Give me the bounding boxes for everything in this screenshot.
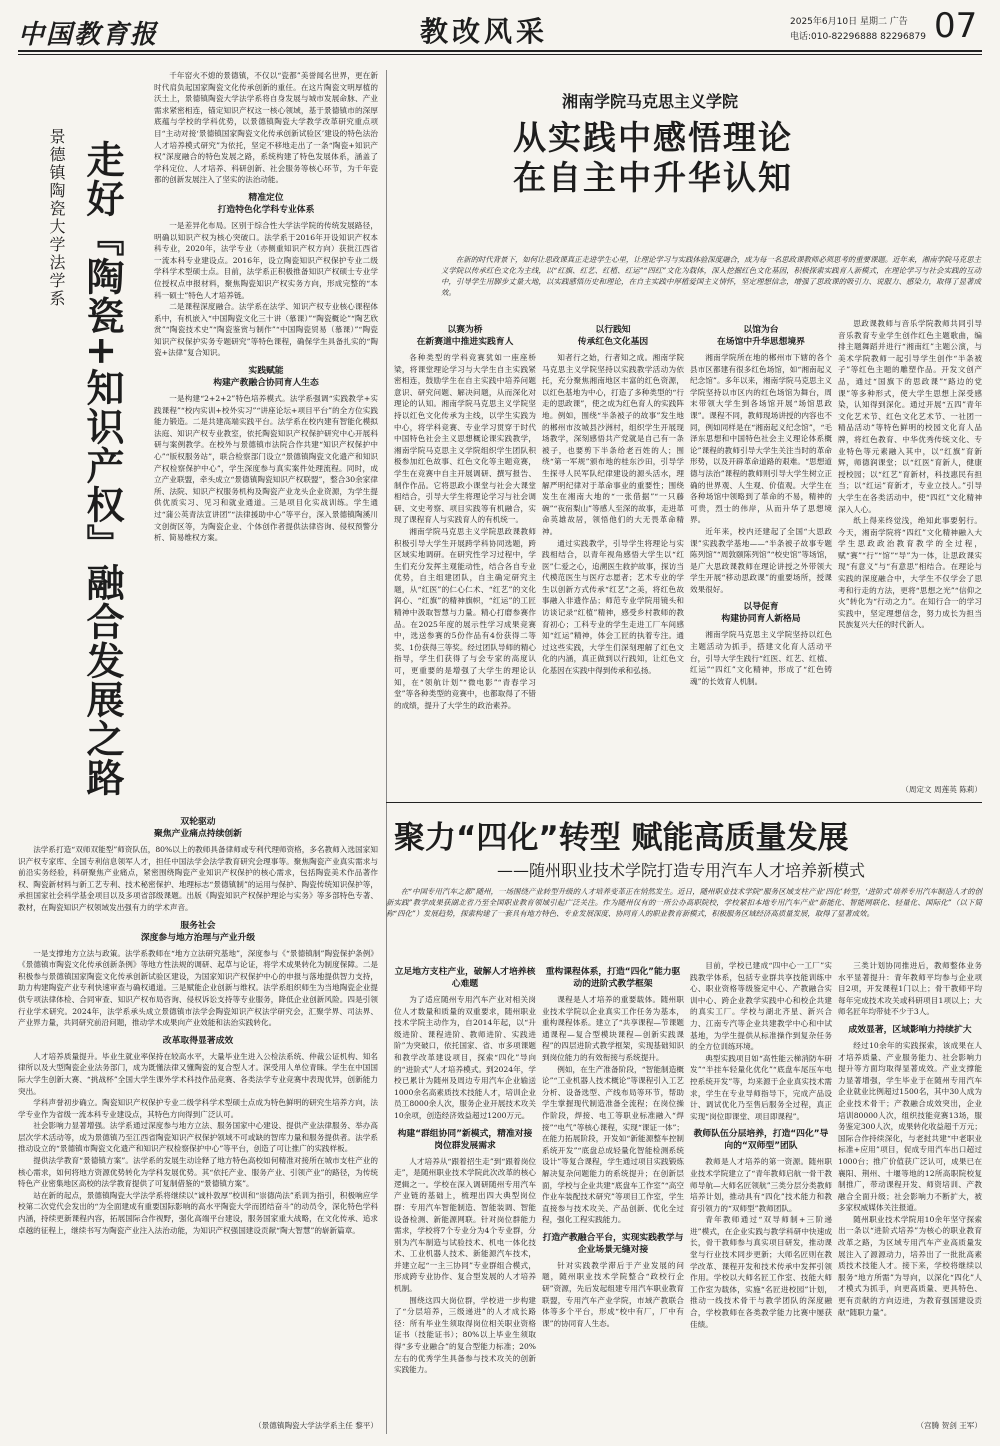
article2-heading-4: 以导促育 构建协同育人新格局 — [721, 602, 801, 625]
article3-paragraph: 随州职业技术学院用10余年坚守探索出一条以“进阶式培养”为核心的职业教育改革之路，为区域专用汽车产业高质量发展注入了源源动力，培养出了一批批高素质技术技能人才。接下来，学校将继续以服务“地方所需”为导向，以深化“四化”人才模式为抓手，向更高质量、更具特色、更有贡献的方向迈进，为教育强国建设贡献“随职力量”。 — [838, 1214, 982, 1317]
article2-paragraph: 湘南学院马克思主义学院坚持以红色主题活动为抓手，搭建文化育人活动平台，引导大学生践行“红医、红艺、红植、红运”“四红”文化精神，形成了“红色铸魂”的长效育人机制。 — [690, 630, 832, 686]
article2-paragraph: 湘南学院马克思主义学院思政课教师积极引导大学生开展跨学科协同选题，跨区域实地调研。在研究性学习过程中，学生们充分发挥主观能动性，结合各自专业优势，自主组建团队，自主确定研究主题，从“红医”的仁心仁术、“红艺”的文化润心、“红旗”的精神旗帜，“红运”的工匠精神中汲取智慧与力量。精心打磨参赛作品。在2025年度的展示性学习成果竞赛中，选送参赛的5份作品有4份获得二等奖、1份获得三等奖。经过团队导师的精心指导，学生们获得了与会专家的高度认可，更重要的是增强了大学生的理论认知，在“领航计划”“微电影”“青春学习堂”等各种类型的竞赛中，也都取得了不错的成绩，提升了大学生的政治素养。 — [394, 526, 536, 710]
article3-byline: （宫腾 贺剑 王军） — [916, 1421, 982, 1430]
article1-heading-4: 服务社会 深度参与地方治理与产业升级 — [140, 920, 256, 943]
article3-heading-3: 重构课程体系，打造“四化”能力驱动的进阶式教学框架 — [545, 967, 681, 989]
article1-paragraph: 社会影响力显著增强。法学系通过深度参与地方立法、服务国家中心建设、提供产业法律服务、举办高层次学术活动等，成为景德镇乃至江西省陶瓷知识产权保护领域不可或缺的智库力量和服务提供者。法学系推动设立的“景德镇市陶瓷文化遗产和知识产权检察保护中心”等平台，创造了可让推广的实践样板。 — [18, 1121, 378, 1154]
article1-paragraph: 人才培养质量提升。毕业生就业率保持在较高水平，大量毕业生进入公检法系统、仲裁公证机构、知名律所以及大型陶瓷企业法务部门，成为既懂法律又懂陶瓷的复合型人才。深受用人单位青睐。学生在中国国际大学生创新大赛、“挑战杯”全国大学生课外学术科技作品竞赛、各类法学专业竞赛中表现优异，创新能力突出。 — [18, 1051, 378, 1096]
article3-title: 聚力“四化”转型 赋能高质量发展 — [394, 820, 849, 856]
article1-title: 走好『陶瓷+知识产权』融合发展之路 — [80, 140, 124, 797]
article2-heading-3: 以馆为台 在场馆中升华思想境界 — [717, 325, 805, 347]
article3-heading-1: 立足地方支柱产业，破解人才培养核心难题 — [394, 967, 536, 989]
article2-column-3 — [690, 318, 832, 796]
article3-paragraph: 经过10余年的实践探索，该成果在人才培养质量、产业服务能力、社会影响力提升等方面均取得显著成效。产业支撑能力显著增强，学生毕业于在随州专用汽车企业就业比例超过1500名，其中30人成为企业技术骨干；产教融合成效突出，企业培训80000人次，组织技能竞赛13场，服务鉴定300人次，成果转化收益超千万元；国际合作持续深化，与老挝共建“中老职业标准+应用”项目，促成专用汽车出口超过1000台；推广价值获广泛认可，成果已在襄阳、荆州、十堰等地的12所高职院校复制推广，带动课程开发、师资培训、产教融合全面升级；社会影响力不断扩大，被多家权威媒体关注报道。 — [838, 1040, 982, 1213]
article2-paragraph: 通过实践教学，引导学生将理论与实践相结合，以青年视角感悟大学生以“红医”仁爱之心，追溯医生救护故事，探访当代模范医生与医疗志愿者；艺术专业的学生以创新方式传承“红艺”之美，将红色故事融入非遗作品；师范专业学院用镜头和访谈记录“红植”精神，感受乡村教师的教育初心；工科专业的学生走进工厂车间感知“红运”精神，体会工匠的执着专注。通过这些实践，大学生们深刻理解了红色文化的内涵，真正做到以行践知，让红色文化基因在实践中得到传承和弘扬。 — [542, 538, 684, 676]
section-title: 教改风采 — [420, 15, 549, 48]
article1-paragraph: 站在新的起点，景德镇陶瓷大学法学系将继续以“诚朴敦厚”校训和“崇德尚法”系训为指引，积极响应学校第二次党代会发出的“为全面建成有重要国际影响的高水平陶瓷大学而团结奋斗”的动员令，深化特色学科内涵，持续更新课程内容，拓展国际合作视野，强化高端平台建设，服务国家重大战略，在文化传承、追求卓越的征程上，继续书写为陶瓷产业注入法治动能，为知识产权强国建设贡献“陶大智慧”的崭新篇章。 — [18, 1190, 378, 1235]
masthead — [0, 0, 1000, 56]
article3-paragraph: 目前，学校已建成“四中心一工厂”实践教学体系，包括专业群共享技能训练中心、职业资格等级鉴定中心、产教融合实训中心、跨企业教学实践中心和校企共建的真实工厂。学校与湖北齐星、新兴合力、江南专汽等企业共建教学中心和中试基地，为学生提供从标准操作到复杂任务的全方位训练环境。 — [690, 961, 832, 1052]
article2-title-line2: 在自主中升华认知 — [513, 158, 793, 197]
column-divider — [386, 70, 387, 1434]
article3-column-2 — [542, 960, 684, 1434]
article3-paragraph: 例如，在生产准备阶段，“智能制造概论”“工业机器人技术概论”等课程引入工艺分析、设备选型、产线布局等环节，帮助学生掌握现代制造准备全流程；在岗位操作阶段，焊接、电工等职业标准融入“焊接”“电气”等核心课程，实现“课证一体”；在能力拓展阶段，开发如“新能源整车控制系统开发”“底盘总成轻量化智能检测系统设计”等复合课程，学生通过项目实践锻炼解决复杂问题能力的系统提升；在创新层面，学校与企业共建“底盘车工作室”“高空作业车装配技术研究”等项目工作室，学生直接参与技术攻关、产品创新、优化全过程，强化工程实践能力。 — [542, 1064, 684, 1225]
article1-column-bottom — [18, 810, 378, 1434]
article3-lead: 在“中国专用汽车之都”随州，一场围绕产业转型升级的人才培养变革正在悄然发生。近日，随州职业技术学院“服务区域支柱产业‘四化’转型，‘进阶式’培养专用汽车制造人才的创新实践”教学成果获湖北省乃至全国职业教育领域引起广泛关注。作为随州仅有的一所公办高职院校，学校紧扣本地专用汽车产业“新能化、智能网联化、轻量化、国际化”（以下简称“四化”）发展趋势，探索构建了一套具有地方特色、专业发展深度、协同育人的职业教育新模式，积极服务区域经济高质量发展，取得了显著成效。 — [386, 887, 982, 918]
article1-byline: （景德镇陶瓷大学法学系主任 黎平） — [254, 1421, 378, 1430]
article1-paragraph: 二是课程深度融合。法学系在法学、知识产权专业核心课程体系中，有机嵌入“中国陶瓷文化三十讲（慕课）”“陶瓷概论”“陶艺欣赏”“陶瓷技术史”“陶瓷鉴赏与制作”“中国陶瓷贸易（慕课）”“陶瓷知识产权保护实务专题研究”等特色课程，确保学生具备扎实的“陶瓷+法律”复合知识。 — [154, 302, 378, 358]
article2-kicker: 湘南学院马克思主义学院 — [562, 92, 739, 111]
article2-title-line1: 从实践中感悟理论 — [513, 118, 793, 157]
article3-paragraph: 青年教师通过“双导师制+三阶递进”模式，在企业实践与教学科研中快速成长，骨干教师参与真实项目研发，推动课堂与行业技术同步更新；大师名匠则在教学改革、课程开发和技术传承中发挥引领作用。学校以大师名匠工作室、技能大师工作室为载体，实施“名匠进校园”计划，推动一线技术骨干与教学团队的深度融合，学校教师在各类教学能力比赛中屡获佳绩。 — [690, 1215, 832, 1329]
article2-byline: （周定文 周莲英 陈莉） — [901, 785, 982, 794]
article3-heading-5: 教师队伍分层培养，打造“四化”导向的“双师型”团队 — [693, 1129, 829, 1152]
article1-intro: 千年窑火不熄的景德镇，不仅以“瓷都”美誉闻名世界，更在新时代肩负起国家陶瓷文化传承创新的重任。在这片陶瓷文明厚植的沃土上，景德镇陶瓷大学法学系将自身发展与城市发展命脉、产业需求紧密相连，锚定知识产权这一核心领域，基于景德镇市的深厚底蕴与学校的学科优势，以景德镇陶瓷大学教学改革研究重点项目“主动对接‘景德镇国家陶瓷文化传承创新试验区’建设的特色法治人才培养模式研究”为依托，坚定不移地走出了一条“陶瓷+知识产权”深度融合的特色发展之路，系统构建了特色发展体系，涵盖了学科定位、人才培养、科研创新、社会服务等核心环节，为千年瓷都的创新发展注入了坚实的法治动能。 — [154, 71, 378, 185]
article3-paragraph: 为了适应随州专用汽车产业对相关岗位人才数量和质量的双重要求，随州职业技术学院主动作为，自2014年起，以“升级进阶、课程进阶、教师进阶、实践进阶”为突破口，依托国家、省、市多项课题和教学改革建设项目，探索“四化”导向的“进阶式”人才培养模式。到2024年，学校已累计为随州及周边专用汽车企业输送1000余名高素质技术技能人才，培训企业员工8000余人次，服务企业开展技术攻关10余项，创造经济效益超过1200万元。 — [394, 995, 536, 1120]
article1-paragraph: 一是构建“2+2+2”特色培养模式。法学系强调“实践教学+实践课程”“校内实训+校外实习”“讲座论坛+项目平台”的全方位实践能力锻造。二是共建高端实践平台。法学系在校内建有智能化模拟法庭、知识产权专业教室，依托陶瓷知识产权保护研究中心开展科研与案例教学。在校外与景德镇市法院合作共建“知识产权保护中心”“版权服务站”，联合检察部门设立“景德镇陶瓷文化遗产和知识产权检察保护中心”，学生深度参与真实案件处理流程。同时，成立产业联盟，牵头成立“景德镇陶瓷知识产权联盟”，整合30余家律所、法院、知识产权服务机构及陶瓷产业龙头企业资源，为学生提供优质实习、见习和就业通道。三是项目化实战训练。学生通过“蒲公英青法宣讲团”“法律援助中心”等平台，深入景德镇陶溪川文创街区等，为陶瓷企业、个体创作者提供法律咨询、侵权预警分析、简易维权方案。 — [154, 394, 378, 543]
article3-paragraph: 针对实践教学滞后于产业发展的问题，随州职业技术学院整合“政校行企研”资源，先后发起组建专用汽车职业教育联盟，专用汽车产业学院，市域产教联合体等多个平台，形成“校中有厂，厂中有课”的协同育人生态。 — [542, 1260, 684, 1328]
article3-paragraph: 课程是人才培养的重要载体。随州职业技术学院以企业真实工作任务为基本，重构课程体系。建立了“共享课程—节课题通课程—复合型模块课程—创新实践课程”的四层进阶式教学框架，实现基础知识到岗位能力的有效衔接与系统提升。 — [542, 995, 684, 1062]
article1-paragraph: 提供法学教育“景德镇方案”。法学系的发展生动诠释了地方特色高校如何精准对接所在城市支柱产业的核心需求，如何将地方资源优势转化为学科发展优势。其“依托产业、服务产业、引领产业”的路径，为传统特色产业密集地区高校的法学教育提供了可复制借鉴的“景德镇方案”。 — [18, 1156, 378, 1189]
page-number: 07 — [934, 6, 978, 46]
article3-column-4 — [838, 960, 982, 1420]
article2-lead: 在新的时代背景下，如何让思政课真正走进学生心里，让理论学习与实践体验深度融合，成为每一名思政课教师必须思考的重要课题。近年来，湘南学院马克思主义学院以传承红色文化为主线，以“红旗、红艺、红植、红运”“四红”文化为载体，深入挖掘红色文化基因，积极探索实践育人新模式，在理论学习与社会实践的互动中，引导学生用脚步丈量大地，以实践感悟历史和理论，在自主实践中厚植爱国主义情怀，坚定理想信念，增强了思政课的吸引力、说服力、感染力，取得了显著成效。 — [441, 255, 981, 297]
article-divider — [386, 802, 982, 803]
newspaper-logo: 中国教育报 — [18, 20, 159, 50]
article3-paragraph: 三类计划协同推进后，教师整体业务水平显著提升：青年教师平均参与企业项目2项，开发课程1门以上；骨干教师平均每年完成技术攻关或科研项目1项以上；大师名匠年均带徒不少于3人。 — [838, 961, 982, 1017]
article1-paragraph: 一是差异化布局。区别于综合性大学法学院的传统发展路径，明确以知识产权为核心突破口。法学系于2016年开设知识产权本科专业，2020年，法学专业（亦侧重知识产权方向）获批江西省一流本科专业建设点。2016年，设立陶瓷知识产权保护专业二级学科学术型硕士点。目前，法学系正积极推备知识产权硕士专业学位授权点申报材料，聚焦陶瓷知识产权实务方向，形成完整的“本科一硕士”特色人才培养链。 — [154, 220, 378, 300]
article1-paragraph: 一是支撑地方立法与政策。法学系教师在“地方立法研究基地”，深度参与《“景德镇制”陶瓷保护条例》《景德镇市陶瓷文化传承创新条例》等地方性法规的调研、起草与论证，将学术成果转化为制度保障。二是积极参与景德镇国家陶瓷文化传承创新试验区建设，为国家知识产权保护中心的申报与落地提供智力支持，助力构建陶瓷产业专利快速审查与确权通道。三是赋能企业创新与维权。法学系组织师生为当地陶瓷企业提供专项法律体检、合同审查、知识产权布局咨询、侵权诉讼支持等专业服务，降低企业创新风险。四是引领行业学术研究。2024年，法学系承头成立景德镇市法学会陶瓷知识产权法学研究会，汇聚学界、司法界、产业界力量，共同研究前沿问题，推动学术成果向产业效能和法治实践转化。 — [18, 948, 378, 1028]
ad-phone: 电话:010-82296888 82296879 — [790, 32, 926, 42]
article1-column-top — [154, 70, 378, 810]
article3-paragraph: 围绕这四大岗位群，学校进一步构建了“分层培养，三级递进”的人才成长路径：所有毕业生须取得岗位相关职业资格证书（技能证书）；80%以上毕业生须取得“多专业融合”的复合型能力标准；20%左右的优秀学生具备参与技术攻关的创新实践能力。 — [394, 1295, 536, 1375]
article2-heading-2: 以行践知 传承红色文化基因 — [577, 325, 649, 347]
issue-date: 2025年6月10日 星期二 广告 — [790, 17, 908, 27]
article2-paragraph: 思政课教师与音乐学院教师共同引导音乐教育专业学生创作红色主题歌曲，编排主题舞蹈并进行“湘南红”主题公演，与美术学院教师一起引导学生创作“半条被子”等红色主题的雕塑作品。开发文创产品，通过“国旗下的思政课”“路边的党课”等多种形式，使大学生思想上深受感染，认知得到深化。通过开展“五四”青年文化艺术节、红色文化艺术节、一社团一精品活动”等特色鲜明的校园文化育人品牌，将红色教育、中华优秀传统文化、专业特色等元素融入其中，以“红旗”育新辉，师德润课堂；以“红医”育新人，健康授校园；以“红艺”育新材，科技惠民有担当；以“红运”育新才，专业立技人。”引导大学生在各类活动中，使“四红”文化精神深入人心。 — [838, 319, 982, 514]
article3-paragraph: 教师是人才培养的第一资源。随州职业技术学院建立了“青年教师启航一骨干教师导航—大师名匠领航”三类分层分类教师培养计划，推动具有“四化”技术能力和教育引领力的“双师型”教师团队。 — [690, 1157, 832, 1213]
article2-paragraph: 各种类型的学科竞赛犹如一座座桥梁，将课堂理论学习与大学生自主实践紧密相连，鼓励学生在自主实践中培养问题意识、研究问题、解决问题，从而深化对理论的认知。湘南学院马克思主义学院坚持以红色文化传承为主线，以学生实践为中心，将学科竞赛、专业学习贯穿于时代中国特色社会主义思想概论课实践教学，湘南学院马克思主义学院组织学生团队积极参加红色故事、红色文化等主题竞赛，学生在竞赛中自主开展调研、撰写报告、制作作品。它将思政小课堂与社会大课堂相结合，引导大学生将理论学习与社会调研、文史考察、项目实践等有机融合，实现了课程育人与实践育人的有机统一。 — [394, 353, 536, 525]
masthead-rule-thin — [18, 54, 982, 55]
article3-heading-4: 打造产教融合平台，实现实践教学与企业场景无缝对接 — [542, 1232, 684, 1255]
article3-paragraph: 典型实践项目如“高性能云梯消防车研发”“半挂车轻量化优化”“底盘车尾压车电控系统开发”等，均来源于企业真实技术需求，学生在专业导师指导下，完成产品设计、调试优化乃至售后服务全过程，真正实现“岗位即课堂、项目即课程”。 — [690, 1053, 832, 1121]
article3-paragraph: 人才培养从“跟着招生走”到“跟着岗位走”，是随州职业技术学院此次改革的核心逻辑之一。学校在深入调研随州专用汽车产业链的基础上，梳理出四大典型岗位群：专用汽车智能制造、智能装调、智能设备检测、新能源网联。针对岗位群能力需求，学校将7个专业分为4个专业群，分别为汽车制造与试验技术、机电一体化技术、工业机器人技术、新能源汽车技术，并建立起“一主三协同”专业群组合模式，形成跨专业协作、复合型发展的人才培养机制。 — [394, 1156, 536, 1294]
article1-heading-3: 双轮驱动 聚焦产业痛点持续创新 — [154, 817, 242, 839]
article2-heading-1: 以赛为桥 在新赛道中推进实践育人 — [416, 325, 514, 347]
article3-column-3 — [690, 960, 832, 1434]
article3-heading-2: 构建“群组协同”新模式，精准对接岗位群发展需求 — [397, 1128, 533, 1151]
article2-column-2 — [542, 318, 684, 796]
article2-column-4 — [838, 318, 982, 784]
article2-column-1 — [394, 318, 536, 796]
masthead-rule-thick — [18, 50, 982, 52]
article1-heading-2: 实践赋能 构建产教融合协同育人生态 — [213, 366, 319, 389]
article2-paragraph: 知者行之始，行者知之成。湘南学院马克思主义学院坚持以实践教学活动为依托，充分聚焦湘南地区丰富的红色资源，以红色基地为中心，打造了多种类型的“行走的思政课”，使之成为红色育人的实践阵地。例如，围绕“半条被子的故事”发生地的郴州市汝城县沙洲村，组织学生开展现场教学，深刻感悟共产党就是自己有一条被子，也要剪下半条给老百姓的人；围绕“第一军规”颁布地的桂东沙田，引导学生探寻人民军队纪律建设的源头活水，理解严明纪律对于革命事业的重要性；围绕发生在湘南大地的“一张借据”“一只藤碗”“夜宿梨山”等感人至深的故事，走进革命英雄故居，领悟他们的大无畏革命精神。 — [542, 353, 684, 536]
article3-heading-6: 成效显著，区域影响力持续扩大 — [848, 1024, 972, 1035]
article1-paragraph: 法学系打造“双师双能型”师资队伍，80%以上的教师具备律师或专利代理师资格，多名教师入选国家知识产权专家库、全国专利信息领军人才，担任中国法学会法学教育研究会理事等。聚焦陶瓷产业真实需求与前沿实务经验，科研聚焦产业痛点，紧密围绕陶瓷产业知识产权保护的核心需求，包括陶瓷美术作品著作权、陶瓷新材料与新工艺专利、技术秘密保护、地理标志“景德镇制”的运用与保护、陶瓷传统知识保护等，承担国家社会科学基金项目以及多项省部级课题。出版《陶瓷知识产权保护理论与实务》等多部特色专著、教材，在陶瓷知识产权领域发出强有力的学术声音。 — [18, 845, 378, 912]
article3-subtitle: ——随州职业技术学院打造专用汽车人才培养新模式 — [497, 861, 866, 880]
article2-paragraph: 湘南学院所在地的郴州市下辖的各个县市区都建有很多红色场馆，如“湘南起义纪念馆”。多年以来，湘南学院马克思主义学院坚持以市区内的红色场馆为舞台，周末带领大学生到各场馆开展“场馆思政课”。课程不同，教师现场讲授的内容也不同，例如同样是在“湘南起义纪念馆”，“毛泽东思想和中国特色社会主义理论体系概论”课程的教师引导大学生关注当时的革命形势，以及开辟革命道路的艰难。“思想道德与法治”课程的教师则引导大学生树立正确的世界观、人生观、价值观。大学生在各种场馆中领略到了革命的不易，精神的可贵，烈士的伟岸，从而升华了思想境界。 — [690, 353, 832, 525]
article1-kicker: 景德镇陶瓷大学法学系 — [47, 128, 66, 308]
article2-paragraph: 近年来，校内还建起了全国“大思政课”实践教学基地——“半条被子故事专题陈列馆”“周敦颐陈列馆”“校史馆”等场馆，是广大思政课教师在理论讲授之外带领大学生开展“移动思政课”的重要场所，授课效果很好。 — [690, 526, 832, 594]
article2-paragraph: 纸上得来终觉浅，绝知此事要躬行。今天，湘南学院将“四红”文化精神融入大学生思政政治教育教学的全过程，赋“赛”“行”“馆”“导”为一体，让思政课实现“有意义”与“有意思”相结合。在理论与实践的深度融合中，大学生不仅学会了思考和行走的方法，更将“思想之光”“信仰之火”转化为“行动之力”。在知行合一的学习实践中，坚定理想信念，努力成长为担当民族复兴大任的时代新人。 — [838, 516, 982, 630]
article1-heading-1: 精准定位 打造特色化学科专业体系 — [217, 192, 315, 215]
article1-paragraph: 学科声誉初步确立。陶瓷知识产权保护专业二级学科学术型硕士点成为特色鲜明的研究生培养方向，法学专业作为省级一流本科专业建设点，其特色方向得到广泛认可。 — [18, 1098, 378, 1119]
article1-heading-5: 改革取得显著成效 — [162, 1035, 234, 1046]
article3-column-1 — [394, 960, 536, 1434]
